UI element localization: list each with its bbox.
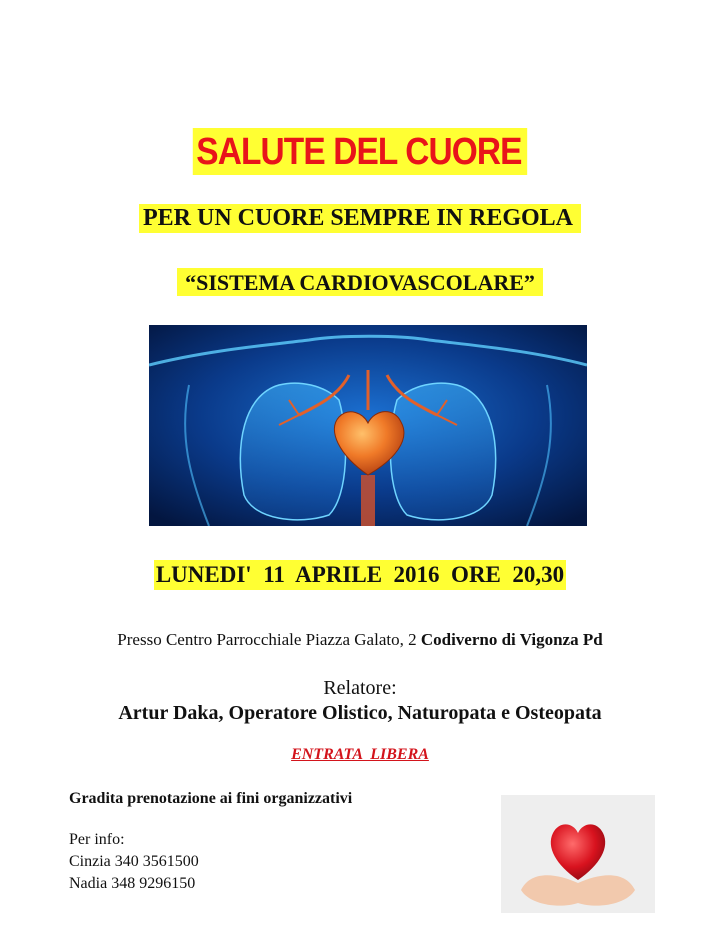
speaker-name: Artur Daka, Operatore Olistico, Naturopata e Osteopata (118, 702, 602, 724)
speaker-label: Relatore: (323, 677, 397, 699)
event-venue (0, 630, 720, 650)
cardiovascular-illustration (149, 325, 587, 526)
page-title: SALUTE DEL CUORE (193, 128, 527, 175)
booking-note: Gradita prenotazione ai fini organizzativi (69, 790, 353, 807)
event-date-block (0, 560, 720, 590)
event-datetime: LUNEDI' 11 APRILE 2016 ORE 20,30 (154, 560, 566, 590)
contact-line: Nadia 348 9296150 (69, 875, 196, 892)
topic-heading: “SISTEMA CARDIOVASCOLARE” (177, 268, 543, 296)
free-entry-notice: ENTRATA LIBERA (291, 746, 429, 763)
venue-place: Codiverno di Vigonza Pd (420, 630, 603, 649)
topic-block (0, 268, 720, 296)
title-block (0, 128, 720, 175)
heart-in-hands-image (501, 795, 655, 913)
venue-address: Presso Centro Parrocchiale Piazza Galato, 2 (117, 630, 417, 649)
subtitle: PER UN CUORE SEMPRE IN REGOLA (139, 204, 581, 233)
contact-info (69, 829, 199, 895)
subtitle-block (0, 204, 720, 233)
contact-line: Cinzia 340 3561500 (69, 853, 199, 870)
contact-label: Per info: (69, 831, 125, 848)
